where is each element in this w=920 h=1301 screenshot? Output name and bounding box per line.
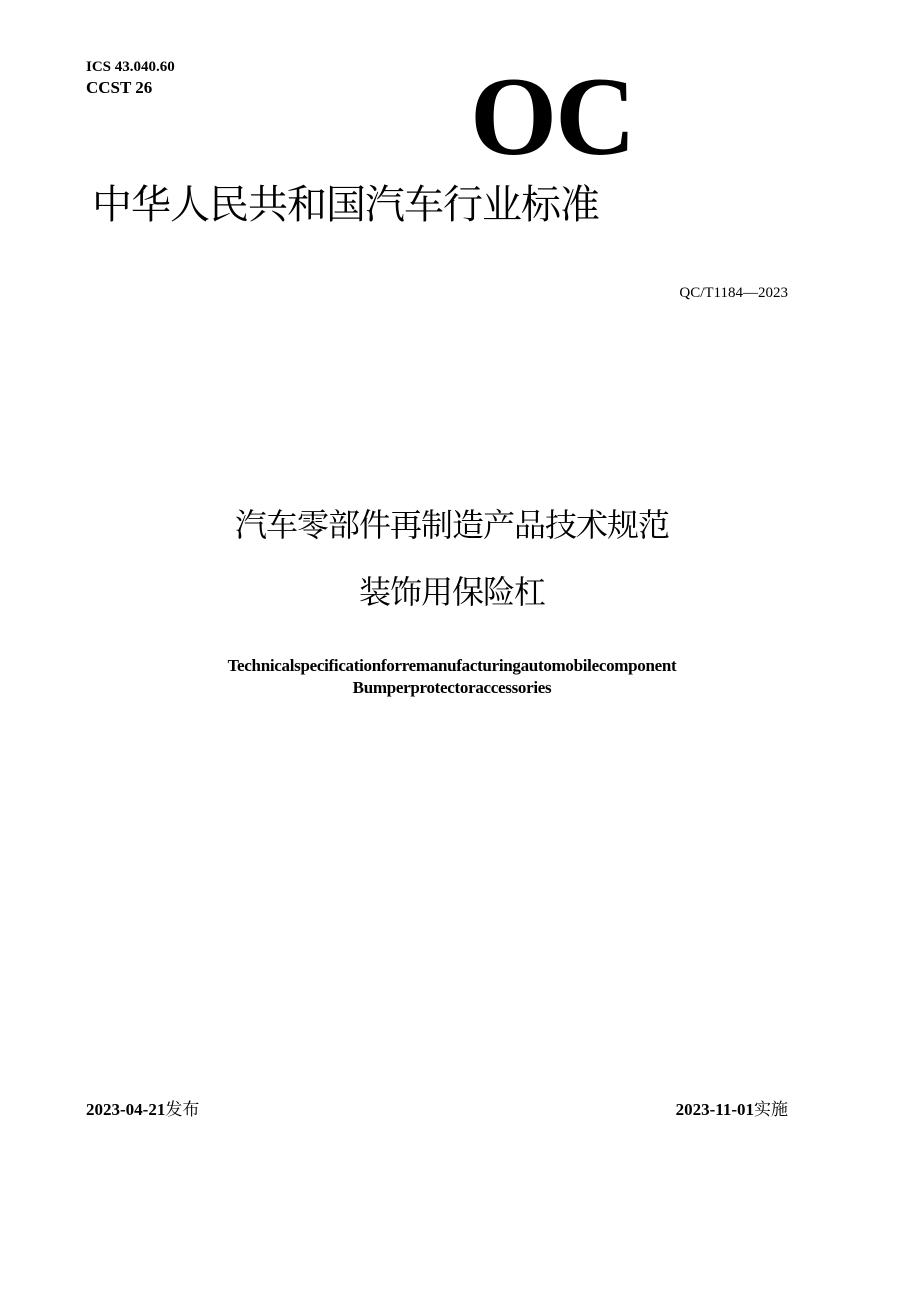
- title-chinese-line2: 装饰用保险杠: [358, 573, 545, 611]
- title-english-line2: Bumperprotectoraccessories: [352, 678, 552, 697]
- standard-logo: OC: [470, 55, 634, 179]
- implement-label: 实施: [754, 1100, 788, 1120]
- standard-header: 中华人民共和国汽车行业标准: [92, 182, 599, 228]
- issue-date-row: [86, 1098, 199, 1122]
- issue-date: 2023-04-21: [86, 1100, 166, 1119]
- implement-date: 2023-11-01: [675, 1100, 754, 1119]
- ccs-code: CCST 26: [86, 78, 153, 97]
- title-chinese-line1: 汽车零部件再制造产品技术规范: [234, 506, 669, 544]
- implement-date-row: [676, 1098, 788, 1122]
- title-english-line1: Technicalspecificationforremanufacturingautomobilecomponent: [227, 656, 677, 675]
- standard-number: QC/T1184—2023: [679, 285, 788, 301]
- ics-code: ICS 43.040.60: [86, 59, 175, 75]
- issue-label: 发布: [165, 1100, 200, 1120]
